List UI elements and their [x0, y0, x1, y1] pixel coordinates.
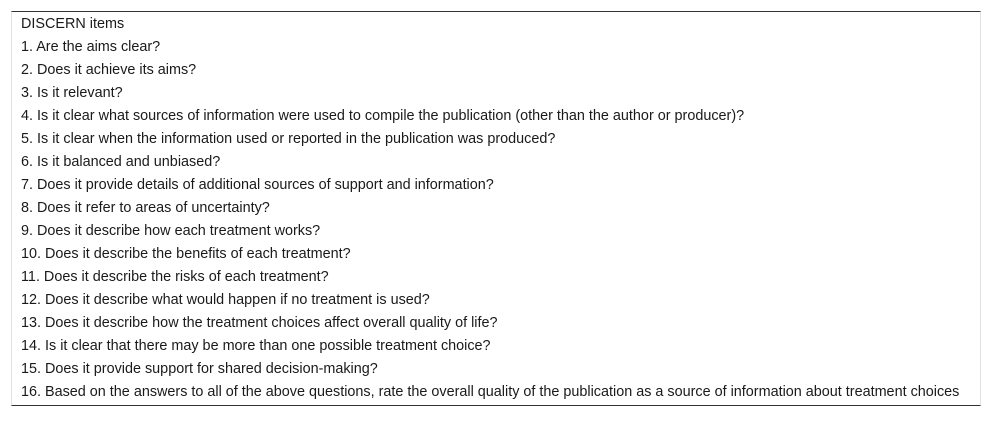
table-cell: 6. Is it balanced and unbiased? — [21, 154, 221, 170]
table-row — [12, 381, 980, 405]
table-cell: 3. Is it relevant? — [21, 85, 123, 101]
table-row — [12, 266, 980, 289]
discern-table — [12, 12, 980, 405]
table-cell: 2. Does it achieve its aims? — [21, 62, 197, 78]
table-cell: 13. Does it describe how the treatment choices affect overall quality of life? — [21, 315, 498, 331]
table-row — [12, 105, 980, 128]
table-row — [12, 82, 980, 105]
table-row — [12, 335, 980, 358]
table-row — [12, 220, 980, 243]
table-row — [12, 312, 980, 335]
table-cell: 11. Does it describe the risks of each treatment? — [21, 269, 329, 285]
table-cell: 15. Does it provide support for shared decision-making? — [21, 361, 378, 377]
table-row — [12, 128, 980, 151]
table-cell: 10. Does it describe the benefits of each treatment? — [21, 246, 351, 262]
table-header-cell: DISCERN items — [21, 16, 125, 32]
table-row — [12, 197, 980, 220]
table-cell: 5. Is it clear when the information used or reported in the publication was produced? — [21, 131, 556, 147]
table-cell: 12. Does it describe what would happen if no treatment is used? — [21, 292, 430, 308]
table-header-row — [12, 12, 980, 36]
table-cell: 1. Are the aims clear? — [21, 39, 161, 55]
table-row — [12, 358, 980, 381]
table-cell: 8. Does it refer to areas of uncertainty? — [21, 200, 270, 216]
table-row — [12, 151, 980, 174]
table-cell: 4. Is it clear what sources of information were used to compile the publication (other than the author or producer)? — [21, 108, 745, 124]
table-row — [12, 59, 980, 82]
table-row — [12, 243, 980, 266]
table-cell: 14. Is it clear that there may be more than one possible treatment choice? — [21, 338, 491, 354]
table-cell: 9. Does it describe how each treatment works? — [21, 223, 321, 239]
table-row — [12, 289, 980, 312]
table-row — [12, 36, 980, 59]
table-cell: 16. Based on the answers to all of the above questions, rate the overall quality of the publication as a source of information about treatment choices — [21, 384, 960, 400]
table-row — [12, 174, 980, 197]
table-cell: 7. Does it provide details of additional sources of support and information? — [21, 177, 494, 193]
discern-items-table — [11, 11, 981, 406]
